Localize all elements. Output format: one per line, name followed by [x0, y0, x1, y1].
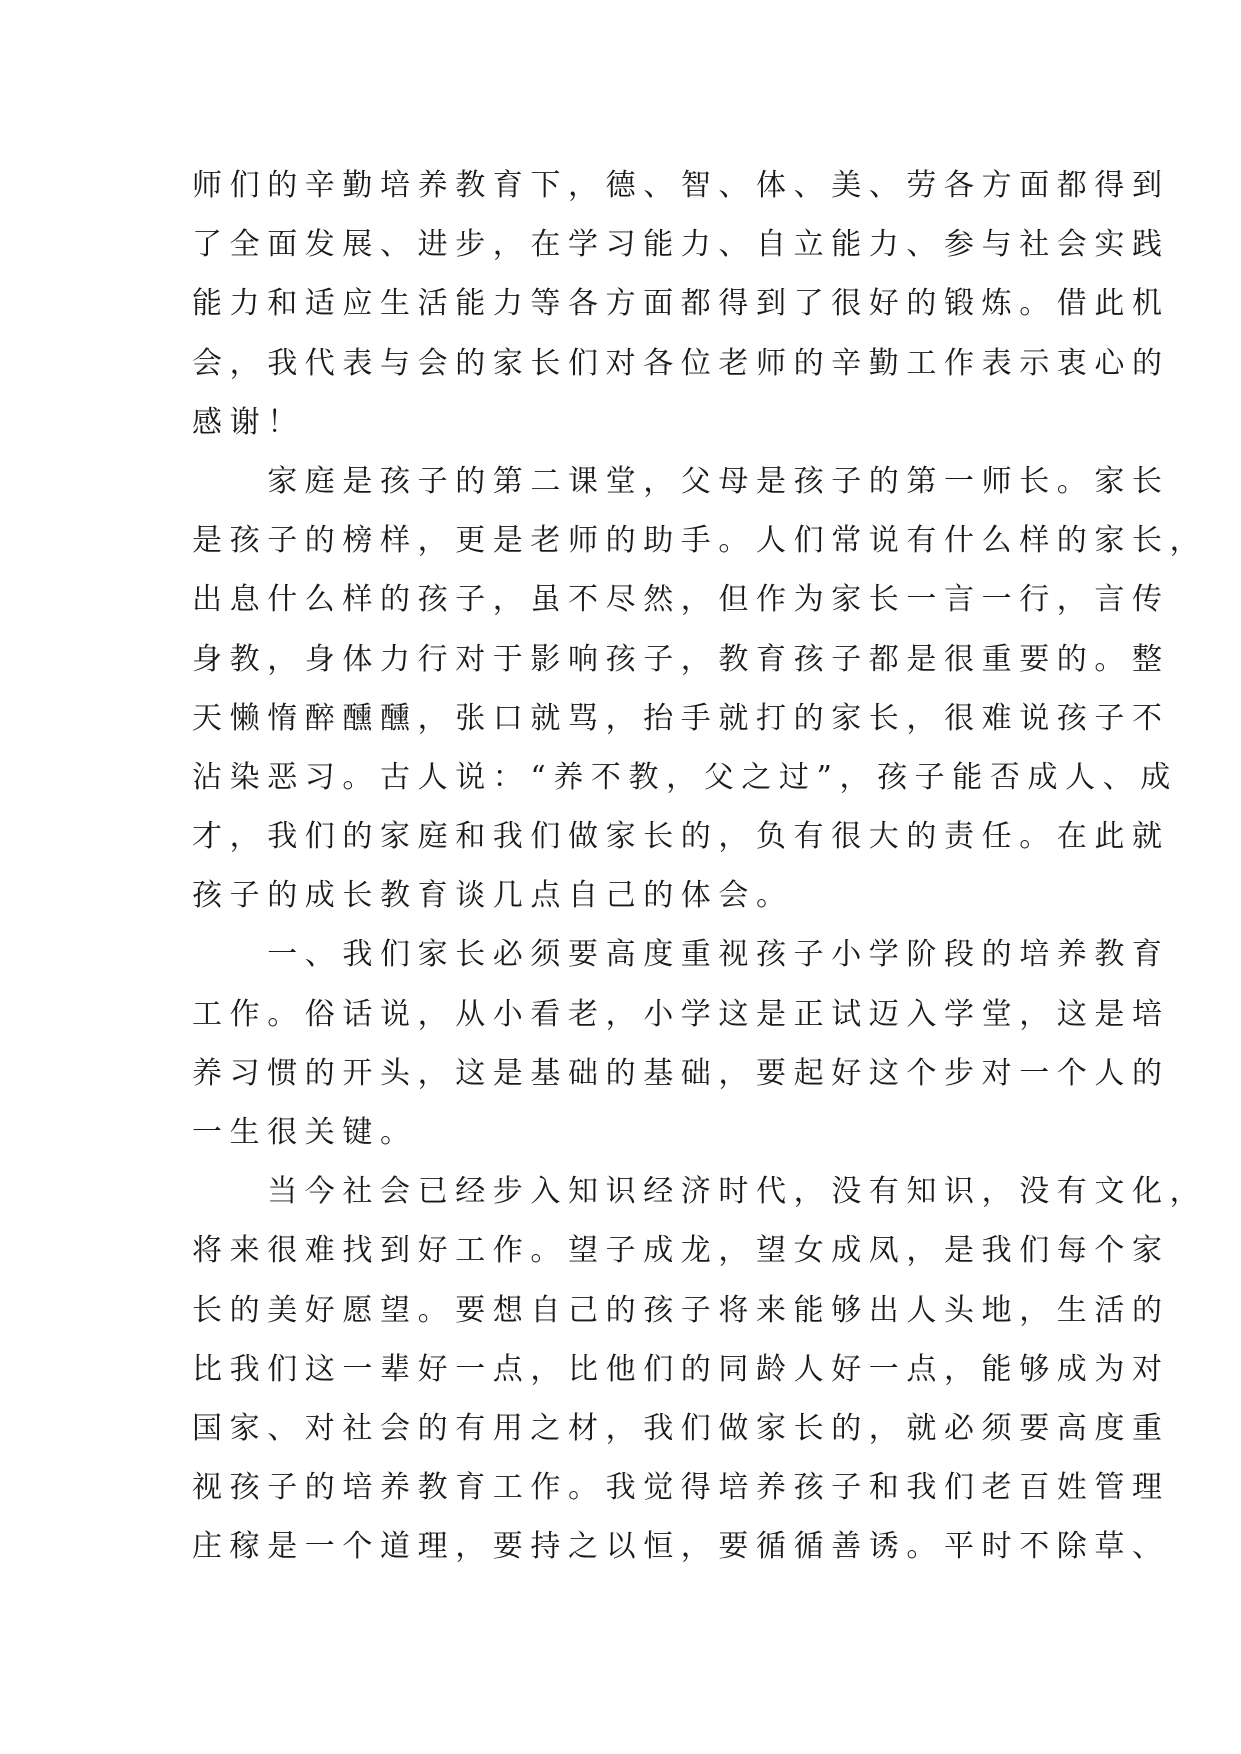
text-line: 国家、对社会的有用之材，我们做家长的，就必须要高度重	[192, 1410, 1170, 1446]
text-line: 是孩子的榜样，更是老师的助手。人们常说有什么样的家长，	[192, 523, 1208, 559]
text-line: 沾染恶习。古人说：“养不教，父之过”，孩子能否成人、成	[192, 759, 1178, 795]
text-line: 工作。俗话说，从小看老，小学这是正试迈入学堂，这是培	[192, 996, 1170, 1032]
text-line: 感谢！	[192, 404, 305, 440]
text-line: 家庭是孩子的第二课堂，父母是孩子的第一师长。家长	[192, 463, 1170, 499]
text-line: 比我们这一辈好一点，比他们的同龄人好一点，能够成为对	[192, 1351, 1170, 1387]
text-line: 天懒惰醉醺醺，张口就骂，抬手就打的家长，很难说孩子不	[192, 700, 1170, 736]
text-line: 一、我们家长必须要高度重视孩子小学阶段的培养教育	[192, 937, 1170, 973]
text-line: 会，我代表与会的家长们对各位老师的辛勤工作表示衷心的	[192, 345, 1170, 381]
text-line: 养习惯的开头，这是基础的基础，要起好这个步对一个人的	[192, 1055, 1170, 1091]
text-line: 一生很关键。	[192, 1115, 418, 1150]
text-line: 身教，身体力行对于影响孩子，教育孩子都是很重要的。整	[192, 641, 1170, 677]
text-line: 当今社会已经步入知识经济时代，没有知识，没有文化，	[192, 1174, 1208, 1210]
text-line: 师们的辛勤培养教育下，德、智、体、美、劳各方面都得到	[192, 168, 1170, 203]
text-line: 了全面发展、进步，在学习能力、自立能力、参与社会实践	[192, 227, 1170, 263]
text-line: 孩子的成长教育谈几点自己的体会。	[192, 878, 794, 914]
text-line: 长的美好愿望。要想自己的孩子将来能够出人头地，生活的	[192, 1292, 1170, 1328]
text-line: 将来很难找到好工作。望子成龙，望女成凤，是我们每个家	[192, 1233, 1170, 1269]
text-line: 才，我们的家庭和我们做家长的，负有很大的责任。在此就	[192, 819, 1170, 855]
body-text	[192, 156, 1208, 1577]
text-line: 能力和适应生活能力等各方面都得到了很好的锻炼。借此机	[192, 286, 1170, 322]
text-line: 视孩子的培养教育工作。我觉得培养孩子和我们老百姓管理	[192, 1470, 1170, 1506]
text-line: 出息什么样的孩子，虽不尽然，但作为家长一言一行，言传	[192, 582, 1170, 618]
text-line: 庄稼是一个道理，要持之以恒，要循循善诱。平时不除草、	[192, 1529, 1170, 1565]
